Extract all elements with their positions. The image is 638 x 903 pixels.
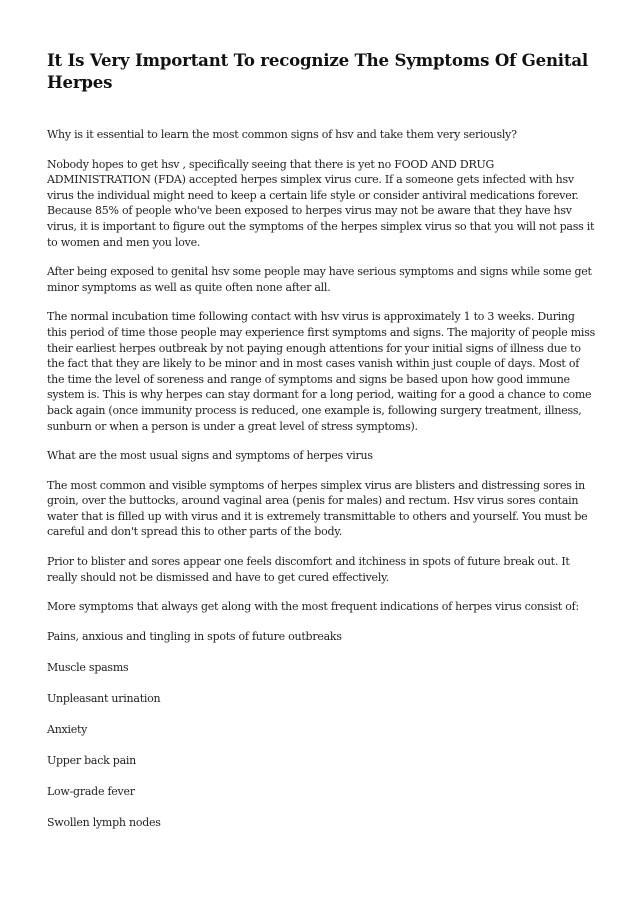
paragraph-no-cure: Nobody hopes to get hsv , specifically seeing that there is yet no FOOD AND DRUG ADMINISTRATION (FDA) accepted herpes simplex virus cure. If a someone gets infected with hsv virus the individual might need to keep a certain life style or consider antiviral medications forever. Because 85% of people who've been exposed to herpes virus may not be aware that they have hsv virus, it is important to figure out the symptoms of the herpes simplex virus so that you will not pass it to women and men you love. (47, 157, 595, 249)
paragraph-intro-question: Why is it essential to learn the most common signs of hsv and take them very seriously? (47, 128, 517, 141)
paragraph-exposure: After being exposed to genital hsv some people may have serious symptoms and signs while some get minor symptoms as well as quite often none after all. (47, 265, 592, 294)
list-item: Muscle spasms (47, 660, 129, 674)
section-heading-usual-signs: What are the most usual signs and symptoms of herpes virus (47, 449, 373, 463)
document-page (47, 49, 595, 846)
list-item: Pains, anxious and tingling in spots of future outbreaks (47, 629, 342, 643)
paragraph-incubation: The normal incubation time following contact with hsv virus is approximately 1 to 3 weeks. During this period of time those people may experience first symptoms and signs. The majority of people miss their earliest herpes outbreak by not paying enough attentions for your initial signs of illness due to the fact that they are likely to be minor and in most cases vanish within just couple of days. Most of the time the level of soreness and range of symptoms and signs be based upon how good immune system is. This is why herpes can stay dormant for a long period, waiting for a good a chance to come back again (once immunity process is reduced, one example is, following surgery treatment, illness, sunburn or when a person is under a great level of stress symptoms). (47, 310, 595, 433)
list-item: Upper back pain (47, 753, 136, 767)
page-title: It Is Very Important To recognize The Symptoms Of Genital Herpes (47, 50, 589, 92)
paragraph-prior-to-blister: Prior to blister and sores appear one feels discomfort and itchiness in spots of future break out. It really should not be dismissed and have to get cured effectively. (47, 555, 570, 584)
paragraph-blisters: The most common and visible symptoms of herpes simplex virus are blisters and distressing sores in groin, over the buttocks, around vaginal area (penis for males) and rectum. Hsv virus sores contain water that is filled up with virus and it is extremely transmittable to others and yourself. You must be careful and don't spread this to other parts of the body. (47, 478, 588, 539)
paragraph-more-symptoms-intro: More symptoms that always get along with the most frequent indications of herpes virus consist of: (47, 600, 579, 614)
list-item: Unpleasant urination (47, 691, 161, 705)
list-item: Anxiety (47, 722, 88, 736)
list-item: Low-grade fever (47, 784, 135, 798)
symptom-list (47, 629, 595, 831)
list-item: Swollen lymph nodes (47, 815, 161, 829)
